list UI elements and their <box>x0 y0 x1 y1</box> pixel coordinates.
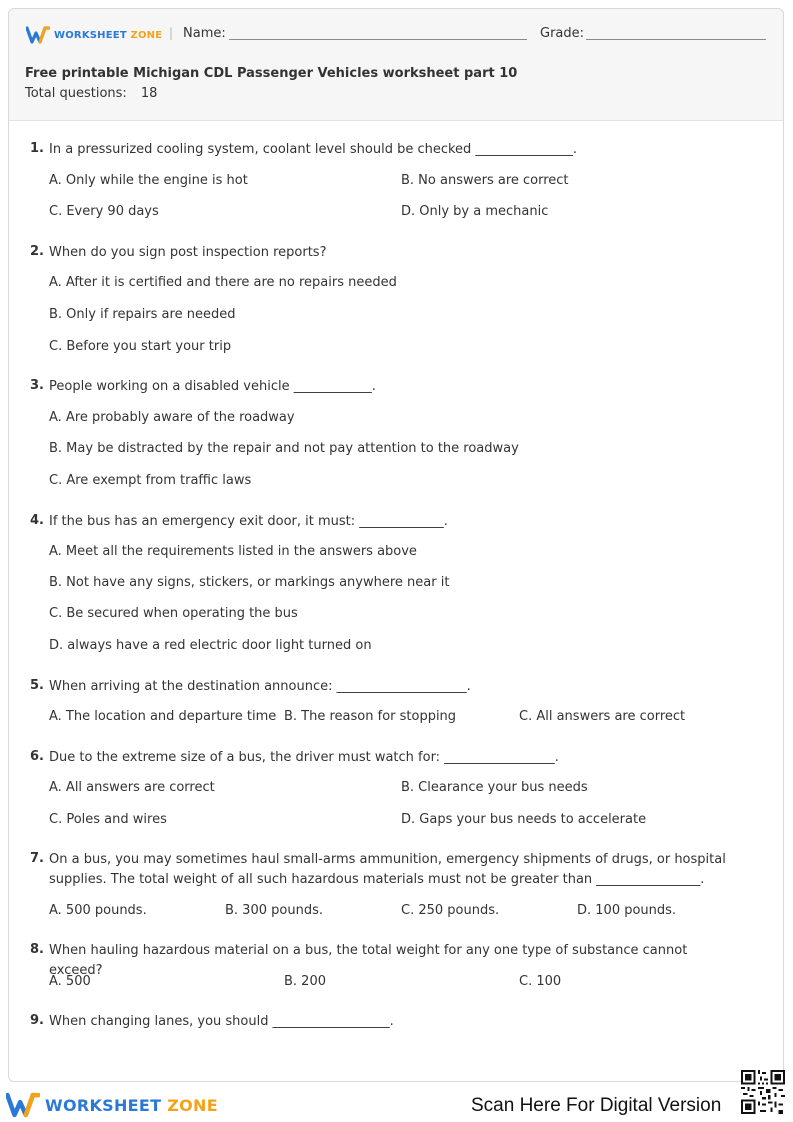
w-logo-icon <box>6 1092 40 1118</box>
answer-option[interactable]: C. Every 90 days <box>49 204 159 219</box>
answer-option[interactable]: A. After it is certified and there are no repairs needed <box>49 275 397 290</box>
brand-text-worksheet: WORKSHEET <box>54 29 127 41</box>
question-number: 5. <box>30 678 44 693</box>
name-label: Name: <box>183 26 226 41</box>
question-text: If the bus has an emergency exit door, it must: _____________. <box>49 514 448 529</box>
brand-text-zone: ZONE <box>130 29 163 41</box>
question-number: 3. <box>30 378 44 393</box>
worksheet-title: Free printable Michigan CDL Passenger Vehicles worksheet part 10 <box>25 66 518 81</box>
question-text: In a pressurized cooling system, coolant level should be checked _______________. <box>49 142 578 157</box>
total-questions <box>25 86 157 101</box>
answer-option[interactable]: A. 500 pounds. <box>49 903 147 918</box>
question-text: When hauling hazardous material on a bus, the total weight for any one type of substance cannot exceed? <box>49 943 688 978</box>
answer-option[interactable]: C. 250 pounds. <box>401 903 500 918</box>
question-text: When changing lanes, you should __________________. <box>49 1014 394 1029</box>
worksheet-zone-logo[interactable] <box>26 26 162 44</box>
worksheet-page <box>8 8 784 1082</box>
grade-label: Grade: <box>540 26 585 41</box>
answer-option[interactable]: B. Only if repairs are needed <box>49 307 236 322</box>
question-text: Due to the extreme size of a bus, the driver must watch for: _________________. <box>49 750 559 765</box>
answer-option[interactable]: B. May be distracted by the repair and not pay attention to the roadway <box>49 441 519 456</box>
question-number: 7. <box>30 851 44 866</box>
question-number: 2. <box>30 244 44 259</box>
answer-option[interactable]: D. Gaps your bus needs to accelerate <box>401 812 647 827</box>
answer-option[interactable]: A. 500 <box>49 974 91 989</box>
answer-option[interactable]: A. The location and departure time <box>49 709 277 724</box>
answer-option[interactable]: C. 100 <box>519 974 562 989</box>
answer-option[interactable]: B. Clearance your bus needs <box>401 780 588 795</box>
answer-option[interactable]: B. 300 pounds. <box>225 903 323 918</box>
w-logo-icon <box>26 26 50 44</box>
brand-text-worksheet: WORKSHEET <box>45 1095 162 1115</box>
answer-option[interactable]: D. Only by a mechanic <box>401 204 549 219</box>
grade-field[interactable] <box>586 39 766 40</box>
question-text: When arriving at the destination announce: ____________________. <box>49 679 471 694</box>
qr-code-icon[interactable] <box>741 1070 785 1114</box>
question-number: 1. <box>30 141 44 156</box>
page-footer <box>0 1084 793 1122</box>
question-text: On a bus, you may sometimes haul small-arms ammunition, emergency shipments of drugs, or hospital supplies. The total weight of all such hazardous materials must not be greater than ________________. <box>49 852 726 887</box>
answer-option[interactable]: B. Not have any signs, stickers, or markings anywhere near it <box>49 575 450 590</box>
answer-option[interactable]: A. All answers are correct <box>49 780 215 795</box>
answer-option[interactable]: D. always have a red electric door light turned on <box>49 638 372 653</box>
total-questions-label: Total questions: <box>25 86 127 101</box>
worksheet-zone-footer-logo[interactable] <box>6 1092 218 1118</box>
answer-option[interactable]: C. Before you start your trip <box>49 339 232 354</box>
answer-option[interactable]: D. 100 pounds. <box>577 903 677 918</box>
answer-option[interactable]: B. No answers are correct <box>401 173 569 188</box>
answer-option[interactable]: B. The reason for stopping <box>284 709 457 724</box>
answer-option[interactable]: A. Are probably aware of the roadway <box>49 410 295 425</box>
question-text: When do you sign post inspection reports? <box>49 245 327 260</box>
scan-instruction: Scan Here For Digital Version <box>471 1095 722 1116</box>
name-field[interactable] <box>229 39 527 40</box>
answer-option[interactable]: A. Meet all the requirements listed in the answers above <box>49 544 417 559</box>
answer-option[interactable]: C. Poles and wires <box>49 812 167 827</box>
question-number: 4. <box>30 513 44 528</box>
question-number: 8. <box>30 942 44 957</box>
question-number: 9. <box>30 1013 44 1028</box>
answer-option[interactable]: B. 200 <box>284 974 326 989</box>
worksheet-header <box>9 9 783 121</box>
answer-option[interactable]: C. Be secured when operating the bus <box>49 606 298 621</box>
question-text: People working on a disabled vehicle ____________. <box>49 379 376 394</box>
question-number: 6. <box>30 749 44 764</box>
total-questions-count: 18 <box>140 86 158 101</box>
brand-text-zone: ZONE <box>167 1095 218 1115</box>
answer-option[interactable]: C. Are exempt from traffic laws <box>49 473 252 488</box>
answer-option[interactable]: A. Only while the engine is hot <box>49 173 248 188</box>
header-separator: | <box>169 26 174 40</box>
answer-option[interactable]: C. All answers are correct <box>519 709 686 724</box>
